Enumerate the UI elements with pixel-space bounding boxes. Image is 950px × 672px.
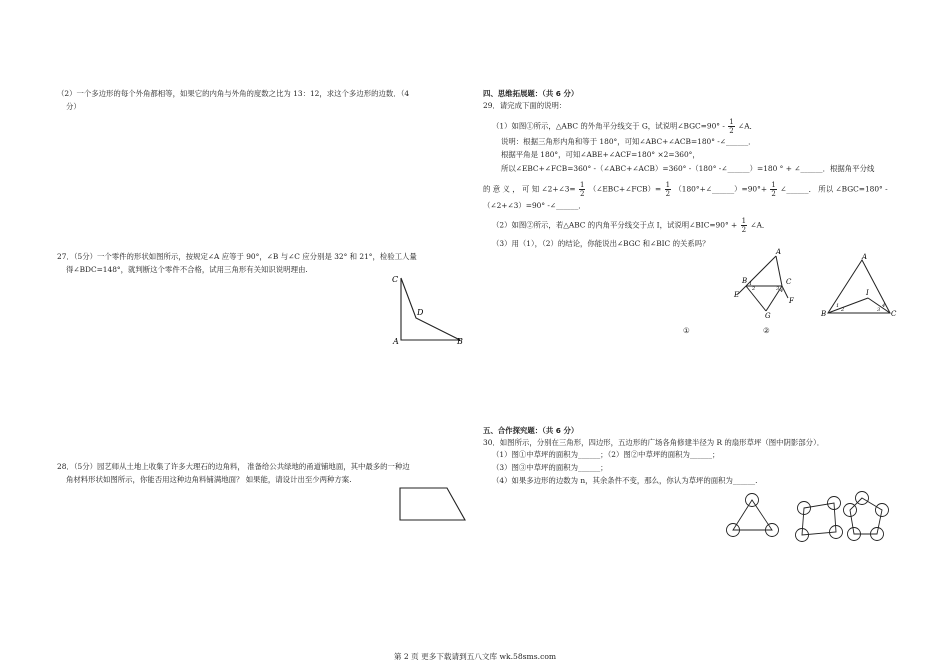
q27-label-a: A	[393, 337, 399, 346]
fraction-half: $\frac{1}{2}$	[579, 181, 585, 198]
fraction-half: $\frac{1}{2}$	[665, 181, 671, 198]
svg-text:2: 2	[841, 307, 845, 313]
q27-label-d: D	[417, 308, 424, 317]
svg-text:G: G	[765, 312, 771, 320]
q27-figure	[390, 270, 470, 350]
fraction-half: $\frac{1}{2}$	[729, 118, 734, 135]
svg-text:1: 1	[749, 281, 753, 287]
q27-line2: 得∠BDC=148°，就判断这个零件不合格，试用三角形有关知识说明理由.	[66, 265, 308, 274]
svg-text:4: 4	[882, 303, 886, 309]
svg-text:3: 3	[877, 307, 881, 313]
q30-part1-2: （1）图①中草坪的面积为______；（2）图②中草坪的面积为______；	[492, 450, 720, 459]
svg-text:E: E	[734, 291, 740, 299]
q29-explain-line3: 所以∠EBC+∠FCB=360° -（∠ABC+∠ACB）=360° -（180° -∠______）=180 ° + ∠______．根据角平分线	[501, 164, 875, 173]
fraction-half: $\frac{1}{2}$	[771, 181, 776, 198]
q29-part2: （2）如图②所示，若△ABC 的内角平分线交于点 I，试说明∠BIC=90° + $\frac{1}{2}$ ∠A．	[492, 217, 770, 234]
q26-part2-line1: （2）一个多边形的每个外角都相等，如果它的内角与外角的度数之比为 13：12，求这个多边形的边数．（4	[57, 89, 410, 98]
q28-quadrilateral-figure	[395, 485, 470, 525]
svg-text:A: A	[776, 248, 782, 256]
q28-line2: 角材料形状如图所示，你能否用这种边角料铺满地面？ 如果能，请设计出至少两种方案.	[66, 475, 352, 484]
q30-pentagon-figure	[844, 492, 889, 541]
svg-text:A: A	[862, 253, 868, 261]
q29-explain-line2: 根据平角是 180°，可知∠ABE+∠ACF=180° ×2=360°，	[501, 150, 700, 159]
page-footer: 第 2 页 更多下载请到五八文库 wk.58sms.com	[393, 652, 557, 661]
q29-figure-1	[732, 248, 802, 318]
q29-figure-2	[820, 255, 895, 320]
q30-figures	[722, 490, 902, 545]
q30-part3: （3）图③中草坪的面积为______；	[492, 463, 608, 472]
svg-text:4: 4	[780, 288, 784, 294]
q27-line1: 27．（5分）一个零件的形状如图所示，按规定∠A 应等于 90°，∠B 与∠C 应分别是 32° 和 21°，检验工人量	[57, 252, 417, 261]
q30-intro: 30．如图所示，分别在三角形，四边形，五边形的广场各角修建半径为 R 的扇形草坪（图中阴影部分）．	[483, 438, 825, 447]
q29-explain-line4: 的 意 义 ， 可 知 ∠2+∠3= $\frac{1}{2}$ （∠EBC+∠FCB）= $\frac{1}{2}$ （180°+∠______）=90°+ $\frac{1}{2}$ ∠______． 所以 ∠BGC=180° -	[483, 181, 888, 198]
q29-explain-line5: （∠2+∠3）=90° -∠______．	[483, 201, 586, 210]
q29-part1: （1）如图①所示，△ABC 的外角平分线交于 G，试说明∠BGC=90° - $\frac{1}{2}$ ∠A．	[492, 118, 757, 135]
svg-text:C: C	[786, 278, 792, 286]
svg-text:C: C	[891, 310, 897, 318]
svg-text:1: 1	[836, 303, 840, 309]
q30-part4: （4）如果多边形的边数为 n，其余条件不变，那么，你认为草坪的面积为______.	[492, 476, 758, 485]
q28-line1: 28．（5分）园艺师从土地上收集了许多大理石的边角料， 准备给公共绿地的甬道铺地面，其中最多的一种边	[57, 462, 410, 471]
q29-intro: 29．请完成下面的说明：	[483, 101, 567, 110]
q27-label-c: C	[392, 275, 399, 284]
fraction-half: $\frac{1}{2}$	[741, 217, 747, 234]
svg-text:I: I	[866, 289, 869, 297]
q27-label-b: B	[457, 337, 463, 346]
figure-2-caption: ②	[763, 326, 770, 335]
svg-text:F: F	[789, 297, 794, 305]
q30-quadrilateral-figure	[796, 497, 843, 542]
svg-text:B: B	[821, 310, 827, 318]
svg-text:B: B	[742, 277, 748, 285]
svg-text:3: 3	[776, 286, 780, 292]
q26-part2-line2: 分）	[66, 102, 81, 111]
q29-explain-line1: 说明：根据三角形内角和等于 180°，可知∠ABC+∠ACB=180° -∠______．	[501, 137, 756, 146]
section5-title: 五、合作探究题：（共 6 分）	[483, 426, 579, 435]
q30-triangle-figure	[727, 494, 779, 537]
svg-text:2: 2	[752, 286, 756, 292]
section4-title: 四、思维拓展题：（共 6 分）	[483, 89, 579, 98]
figure-1-caption: ①	[683, 326, 690, 335]
q29-part3: （3）用（1），（2）的结论，你能说出∠BGC 和∠BIC 的关系吗？	[492, 239, 710, 248]
